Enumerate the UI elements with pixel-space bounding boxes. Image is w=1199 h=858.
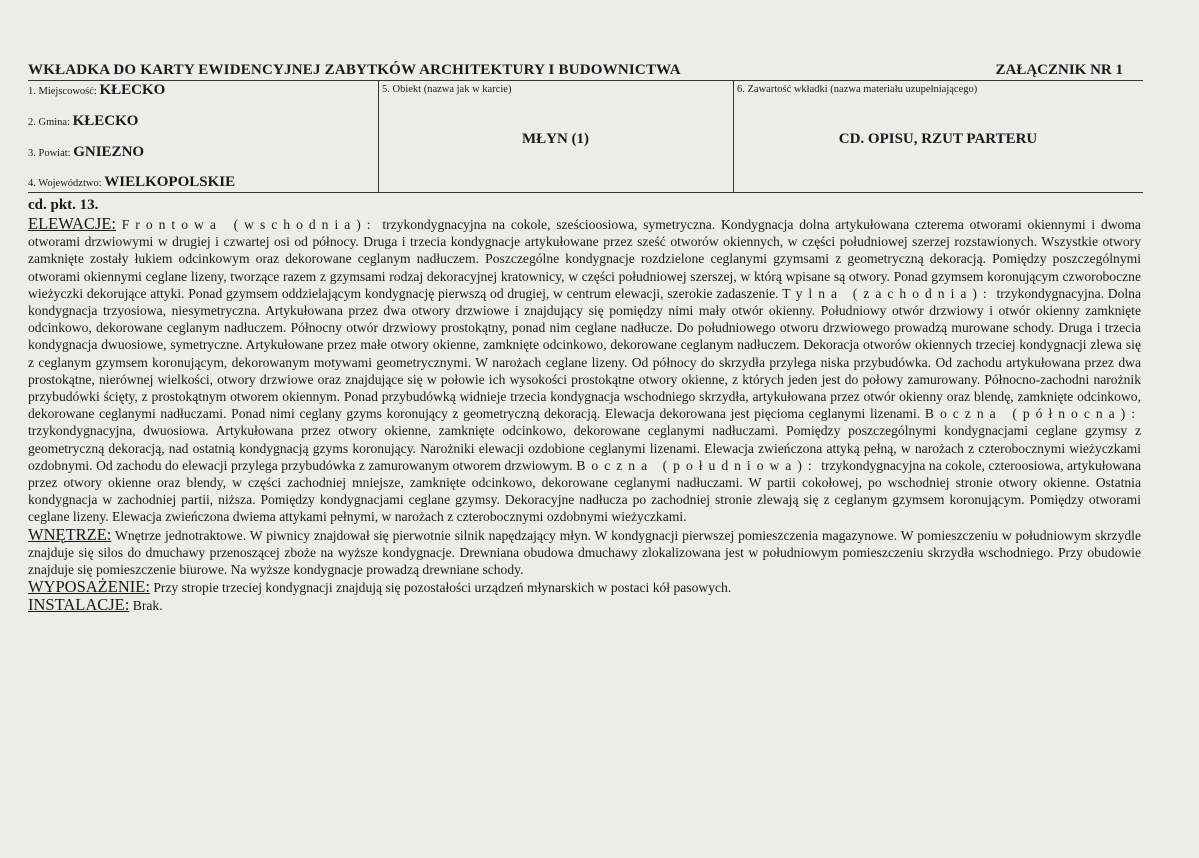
document-body	[28, 196, 1141, 615]
elewacje-heading: ELEWACJE:	[28, 214, 116, 233]
wyposazenie-paragraph	[28, 578, 1141, 596]
tylna-label: Tylna (zachodnia):	[782, 285, 993, 301]
boczna-poludniowa-label: Boczna (południowa):	[576, 457, 818, 473]
frontowa-text: trzykondygnacyjna na cokole, sześcioosiowa, symetryczna. Kondygnacja dolna artykułowana czterema otworami okiennymi i dwoma otworami drzwiowymi w drugiej i czwartej osi od północy. Druga i trzecia kondygnacje artykułowane przez sześć otworów okiennych, w części południowej szerzej rozstawionych. Wszystkie otwory zamknięte zostały łukiem odcinkowym oraz dekorowane ceglanym nadłuczem. Poszczególne kondygnacje rozdzielone ceglanymi gzymsami z geometryczną dekoracją. Pomiędzy poszczególnymi otworami okiennymi ceglane lizeny, tworzące razem z gzymsami rodzaj dekoracyjnej kratownicy, w części południowej szerszej, w którą wpisane są otwory. Ponad gzymsem koronującym czworoboczne wieżyczki dekorujące attyki. Ponad gzymsem oddzielającym kondygnację pierwszą od drugiej, w centrum elewacji, szerokie zadaszenie.	[28, 217, 1141, 301]
powiat-value: GNIEZNO	[73, 144, 145, 160]
zawartosc-label: 6. Zawartość wkładki (nazwa materiału uzupełniającego)	[737, 84, 978, 95]
wnetrze-text: Wnętrze jednotraktowe. W piwnicy znajdował się pierwotnie silnik napędzający młyn. W kondygnacji pierwszej pomieszczenia magazynowe. W pomieszczeniu w południowym skrzydle znajduje się silos do dmuchawy przenoszącej zboże na wyższe kondygnacje. Drewniana obudowa dmuchawy zlokalizowana jest w południowym pomieszczeniu skrzydła wschodniego. Przy obudowie znajduje się pomieszczenie biurowe. Na wyższe kondygnacje prowadzą drewniane schody.	[28, 527, 1141, 578]
gmina-value: KŁECKO	[72, 113, 139, 129]
gmina-label: 2. Gmina:	[28, 117, 70, 128]
wnetrze-heading: WNĘTRZE:	[28, 524, 112, 544]
wnetrze-paragraph	[28, 526, 1141, 579]
wojewodztwo-value: WIELKOPOLSKIE	[104, 174, 236, 190]
obiekt-label: 5. Obiekt (nazwa jak w karcie)	[382, 84, 512, 95]
wyposazenie-heading: WYPOSAŻENIE:	[28, 577, 150, 597]
field-gmina	[28, 113, 138, 130]
boczna-polnocna-label: Boczna (północna):	[924, 406, 1141, 422]
boczna-poludniowa-text: trzykondygnacyjna na cokole, czteroosiowa, artykułowana przez otwory okienne oraz blendy, w części zachodniej mniejsze, zamknięte odcinkowo, dekorowane ceglanymi nadłuczami. W partii cokołowej, po wschodniej stronie otwory okienne. Ostatnia kondygnacja w zachodniej partii, niższa. Pomiędzy kondygnacjami ceglane gzymsy. Dekoracyjne nadłucza po zachodniej stronie zlewają się z ceglanym gzymsem koronującym. Pomiędzy otworami ceglane lizeny. Elewacja zwieńczona dwiema attykami pełnymi, w narożach z czterobocznymi ozdobnymi wieżyczkami.	[28, 457, 1142, 525]
zawartosc-value: CD. OPISU, RZUT PARTERU	[838, 131, 1038, 147]
frontowa-label: Frontowa (wschodnia):	[121, 217, 377, 232]
header-rule-top	[28, 80, 1143, 81]
field-miejscowosc	[28, 82, 165, 99]
page-title: WKŁADKA DO KARTY EWIDENCYJNEJ ZABYTKÓW ARCHITEKTURY I BUDOWNICTWA	[28, 62, 681, 78]
instalacje-paragraph	[28, 596, 1141, 614]
obiekt-value: MŁYN (1)	[521, 131, 590, 147]
wojewodztwo-label: 4. Województwo:	[28, 178, 102, 189]
boczna-polnocna-text: trzykondygnacyjna, dwuosiowa. Artykułowana przez otwory okienne, zamknięte odcinkowo, dekorowane ceglanymi nadłuczami. Pomiędzy poszczególnymi kondygnacjami ceglane gzymsy z geometryczną dekoracją, nad ostatnią kondygnacją gzyms koronujący. Narożniki elewacji ozdobione ceglanymi lizenami. Elewacja zwieńczona attyką pełną, w narożach z czterobocznymi wieżyczkami ozdobnymi. Od zachodu do elewacji przylega przybudówka z zamurowanym otworem drzwiowym.	[28, 423, 1141, 473]
field-powiat	[28, 144, 144, 161]
instalacje-text: Brak.	[132, 598, 163, 614]
miejscowosc-value: KŁECKO	[99, 82, 166, 98]
powiat-label: 3. Powiat:	[28, 148, 71, 159]
field-wojewodztwo	[28, 174, 235, 191]
tylna-text: trzykondygnacyjna. Dolna kondygnacja trzyosiowa, niesymetryczna. Artykułowana przez dwa otwory drzwiowe i znajdujący się pomiędzy nimi mały otwór okienny. Południowy otwór drzwiowy i otwór okienny zamknięte odcinkowo, dekorowane ceglanym nadłuczem. Północny otwór drzwiowy prostokątny, ponad nim ceglane nadłucze. Do południowego otworu drzwiowego prowadzą murowane schody. Druga i trzecia kondygnacja dwuosiowe, symetryczne. Artykułowane przez małe otwory okienne, zamknięte odcinkowo, dekorowane ceglanym nadłuczem. Dekoracja otworów okiennych trzeciej kondygnacji zlewa się z ceglanym gzymsem koronującym, dekorowanym motywami geometrycznymi. W narożach ceglane lizeny. Od północy do skrzydła przylega niska przybudówka. Od zachodu artykułowana przez dwa prostokątne, nierównej wielkości, otwory drzwiowe oraz znajdujące się w połowie ich wysokości prostokątne otwory okienne, z których jeden jest do połowy zamurowany. Północno-zachodni narożnik przybudówki ścięty, z prostokątnym otworem okiennym. Ponad przybudówką widnieje trzecia kondygnacja wschodniego skrzydła, artykułowana przez otwór okienny oraz blendę, zamknięte odcinkowo, dekorowane ceglanymi nadłuczami. Ponad nimi ceglany gzyms koronujący z geometryczną dekoracją. Elewacja dekorowana jest pięcioma ceglanymi lizenami.	[28, 285, 1141, 422]
header-rule-bottom	[28, 192, 1143, 193]
elewacje-paragraph	[28, 215, 1141, 526]
pkt-reference: cd. pkt. 13.	[28, 197, 99, 213]
instalacje-heading: INSTALACJE:	[28, 595, 130, 615]
wyposazenie-text: Przy stropie trzeciej kondygnacji znajdują się pozostałości urządzeń młynarskich w postaci kół pasowych.	[153, 580, 732, 596]
annex-number: ZAŁĄCZNIK NR 1	[995, 62, 1123, 78]
miejscowosc-label: 1. Miejscowość:	[28, 86, 97, 97]
